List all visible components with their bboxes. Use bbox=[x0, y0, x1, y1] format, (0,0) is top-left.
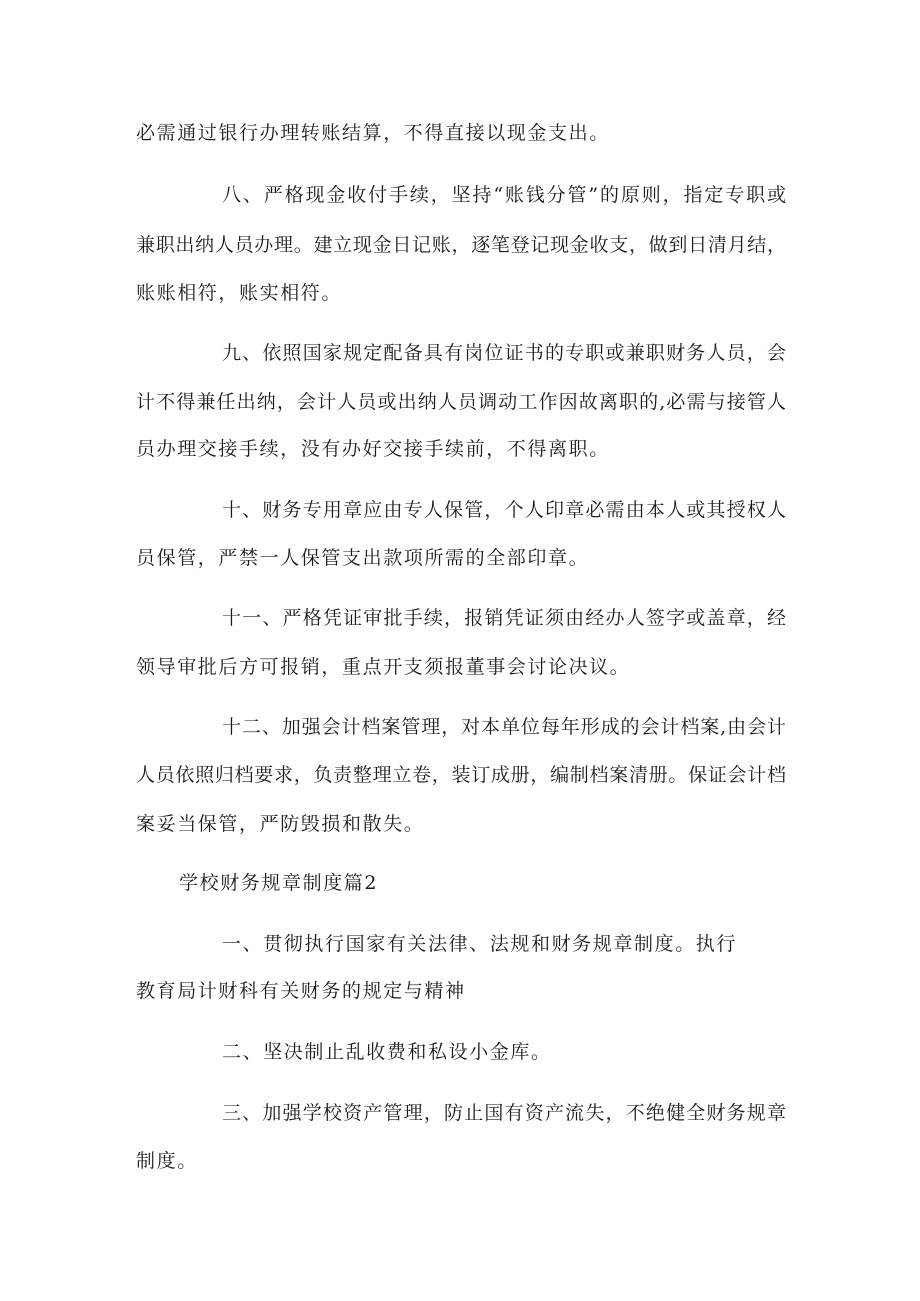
paragraph-line: 计不得兼任出纳，会计人员或出纳人员调动工作因故离职的,必需与接管人 bbox=[136, 391, 786, 413]
paragraph-line: 必需通过银行办理转账结算，不得直接以现金支出。 bbox=[136, 122, 610, 144]
section-heading: 学校财务规章制度篇2 bbox=[179, 872, 379, 894]
paragraph-line: 制度。 bbox=[136, 1150, 198, 1172]
paragraph-line: 兼职出纳人员办理。建立现金日记账，逐笔登记现金收支，做到日清月结， bbox=[136, 234, 786, 256]
paragraph-line: 案妥当保管，严防毁损和散失。 bbox=[136, 813, 425, 835]
paragraph-line: 十、财务专用章应由专人保管，个人印章必需由本人或其授权人 bbox=[222, 499, 786, 521]
paragraph-line: 三、加强学校资产管理，防止国有资产流失，不绝健全财务规章 bbox=[222, 1102, 786, 1124]
paragraph-line: 十二、加强会计档案管理，对本单位每年形成的会计档案,由会计 bbox=[222, 716, 786, 738]
paragraph-line: 员办理交接手续，没有办好交接手续前，不得离职。 bbox=[136, 438, 610, 460]
paragraph-line: 一、贯彻执行国家有关法律、法规和财务规章制度。执行 bbox=[222, 933, 738, 955]
paragraph-line: 二、坚决制止乱收费和私设小金库。 bbox=[222, 1041, 552, 1063]
paragraph-line: 领导审批后方可报销，重点开支须报董事会讨论决议。 bbox=[136, 656, 631, 678]
paragraph-line: 员保管，严禁一人保管支出款项所需的全部印章。 bbox=[136, 547, 590, 569]
paragraph-line: 教育局计财科有关财务的规定与精神 bbox=[136, 980, 466, 1002]
paragraph-line: 十一、严格凭证审批手续，报销凭证须由经办人签字或盖章，经 bbox=[222, 607, 786, 629]
paragraph-line: 账账相符，账实相符。 bbox=[136, 282, 343, 304]
paragraph-line: 人员依照归档要求，负责整理立卷，装订成册，编制档案清册。保证会计档 bbox=[136, 764, 786, 786]
paragraph-line: 八、严格现金收付手续，坚持“账钱分管”的原则，指定专职或 bbox=[222, 184, 786, 206]
paragraph-line: 九、依照国家规定配备具有岗位证书的专职或兼职财务人员，会 bbox=[222, 342, 786, 364]
